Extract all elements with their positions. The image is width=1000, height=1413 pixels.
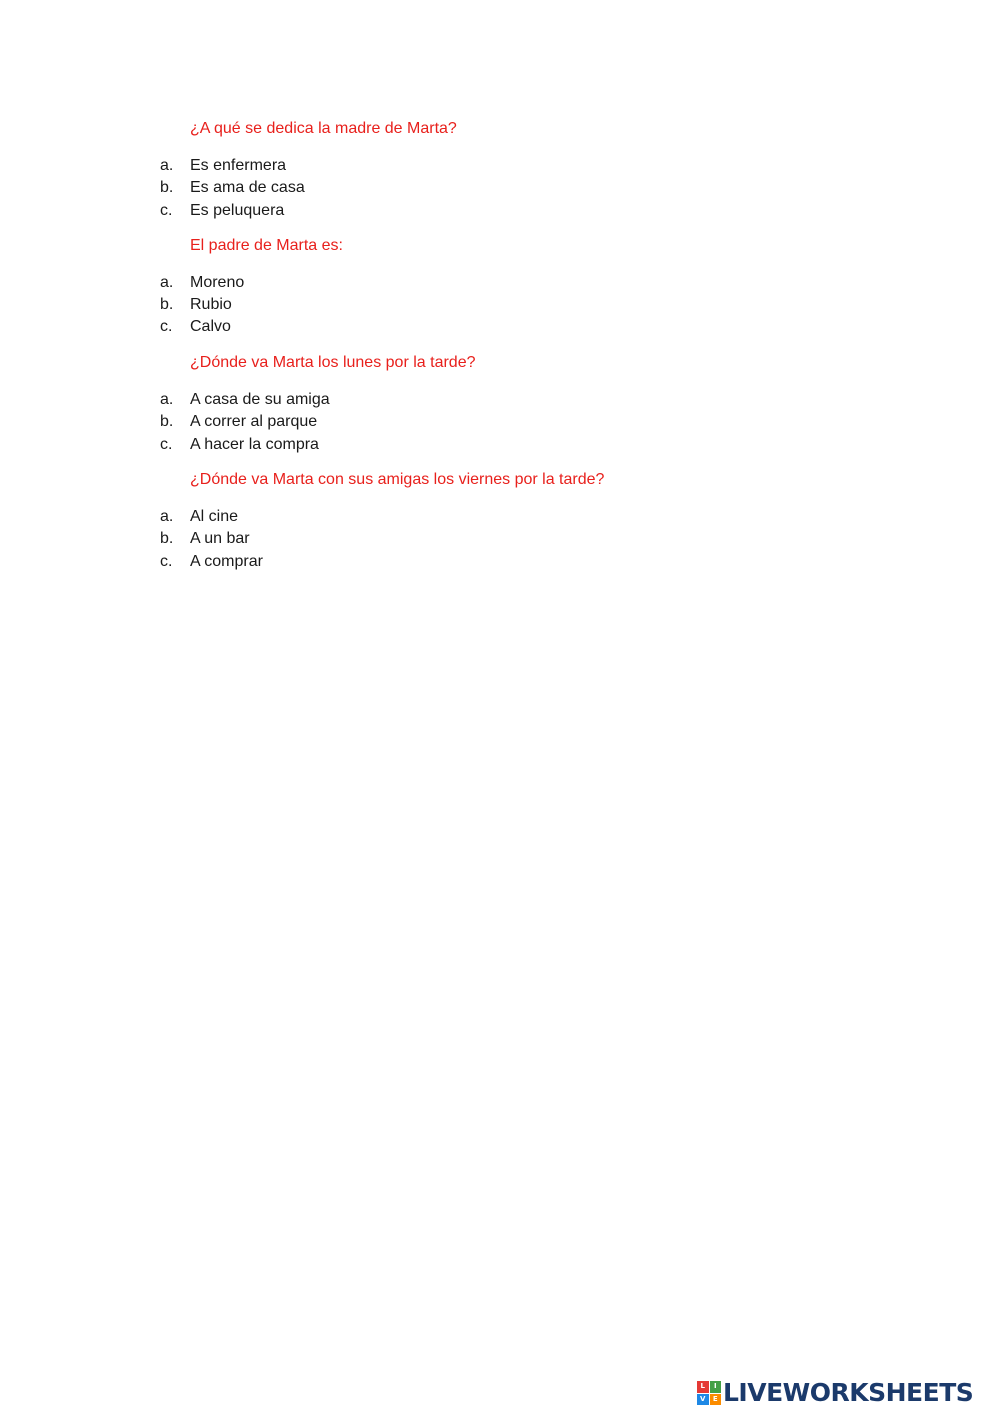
question-1: ¿A qué se dedica la madre de Marta? <box>190 120 457 137</box>
option-text: Es ama de casa <box>190 179 305 196</box>
option-letter: c. <box>160 436 173 453</box>
question-2: El padre de Marta es: <box>190 237 343 254</box>
logo-letter: E <box>710 1394 722 1406</box>
question-4: ¿Dónde va Marta con sus amigas los viernes por la tarde? <box>190 471 605 488</box>
option-text: A casa de su amiga <box>190 391 330 408</box>
liveworksheets-logo-icon <box>697 1381 721 1405</box>
option-text: Rubio <box>190 296 232 313</box>
question-3: ¿Dónde va Marta los lunes por la tarde? <box>190 354 476 371</box>
option-text: A un bar <box>190 530 250 547</box>
option-text: Es peluquera <box>190 202 285 219</box>
option-text: A comprar <box>190 553 263 570</box>
option-letter: c. <box>160 318 173 335</box>
logo-letter: I <box>710 1381 722 1393</box>
option-text: Moreno <box>190 274 245 291</box>
option-text: Es enfermera <box>190 157 287 174</box>
option-letter: b. <box>160 179 174 196</box>
option-text: A hacer la compra <box>190 436 319 453</box>
option-letter: a. <box>160 274 174 291</box>
logo-letter: L <box>697 1381 709 1393</box>
option-letter: b. <box>160 296 174 313</box>
option-letter: a. <box>160 508 174 525</box>
option-letter: c. <box>160 202 173 219</box>
option-text: Al cine <box>190 508 239 525</box>
option-letter: a. <box>160 157 174 174</box>
option-text: Calvo <box>190 318 231 335</box>
option-letter: a. <box>160 391 174 408</box>
option-letter: c. <box>160 553 173 570</box>
option-letter: b. <box>160 530 174 547</box>
option-text: A correr al parque <box>190 413 318 430</box>
brand-wordmark: LIVEWORKSHEETS <box>723 1378 974 1407</box>
option-letter: b. <box>160 413 174 430</box>
liveworksheets-logo <box>697 1378 993 1408</box>
logo-letter: V <box>697 1394 709 1406</box>
